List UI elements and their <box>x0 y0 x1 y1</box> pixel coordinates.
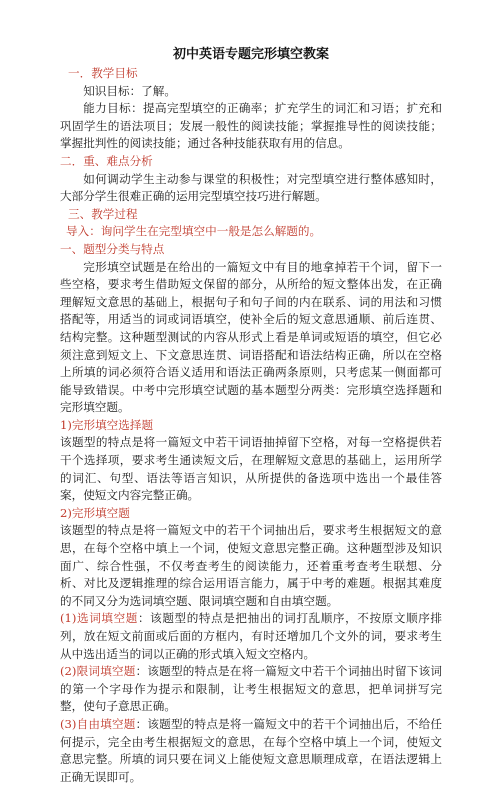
text-limited-fill: ：该题型的特点是在将一篇短文中若干个词抽出时留下该词的第一个字母作为提示和限制，让考生根据短文的意思，把单词拼写完整，使句子意思正确。 <box>60 664 442 714</box>
heading-teaching-goals: 一．教学目标 <box>68 66 138 80</box>
heading-cloze-fill: 2)完形填空题 <box>60 505 130 520</box>
paragraph-free-fill <box>60 716 442 786</box>
paragraph-question-types: 完形填空试题是在给出的一篇短文中有目的地拿掉若干个词，留下一些空格，要求考生借助短文保留的部分，从所给的短文整体出发，在正确理解短文意思的基础上，根据句子和句子间的内在联系、词的用法和习惯搭配等，用适当的词或词语填空，使补全后的短文意思通顺、前后连贯、结构完整。这种题型测试的内容从形式上看是单词或短语的填空，但它必须注意到短文上、下文意思连贯、词语搭配和语法结构正确，所以在空格上所填的词必须符合语义适用和语法正确两条原则，只考虑某一侧面都可能导致错误。中考中完形填空试题的基本题型分两类：完形填空选择题和完形填空题。 <box>60 259 442 415</box>
paragraph-ability-goal: 能力目标：提高完型填空的正确率；扩充学生的词汇和习语；扩充和巩固学生的语法项目；发展一般性的阅读技能；掌握推导性的阅读技能；掌握批判性的阅读技能；通过各种技能获取有用的信息。 <box>60 101 442 151</box>
label-limited-fill: (2)限词填空题 <box>60 664 136 679</box>
text-word-choice-fill: ：该题型的特点是把抽出的词打乱顺序，不按原文顺序排列，放在短文前面或后面的方框内，有时还增加几个文外的词，要求考生从中选出适当的词以正确的形式填入短文空格内。 <box>60 611 442 661</box>
heading-question-types: 一、题型分类与特点 <box>60 241 165 256</box>
heading-key-difficulties: 二．重、难点分析 <box>60 153 153 168</box>
heading-cloze-choice: 1)完形填空选择题 <box>60 417 154 432</box>
label-word-choice-fill: (1)选词填空题 <box>60 611 138 626</box>
paragraph-limited-fill <box>60 663 442 716</box>
paragraph-lead-in: 导入：询问学生在完型填空中一般是怎么解题的。 <box>66 224 322 239</box>
document-page <box>60 46 442 786</box>
paragraph-cloze-fill: 该题型的特点是将一篇短文中的若干个词抽出后，要求考生根据短文的意思，在每个空格中填上一个词，使短文意思完整正确。这种题型涉及知识面广、综合性强，不仅考查考生的阅读能力，还着重考查考生联想、分析、对比及逻辑推理的综合运用语言能力，属于中考的难题。根据其难度的不同又分为选词填空题、限词填空题和自由填空题。 <box>60 523 442 608</box>
paragraph-cloze-choice: 该题型的特点是将一篇短文中若干词语抽掉留下空格，对每一空格提供若干个选择项，要求考生通读短文后，在理解短文意思的基础上，运用所学的词汇、句型、语法等语言知识，从所提供的备选项中选出一个最佳答案，使短文内容完整正确。 <box>60 435 442 503</box>
text-free-fill: ：该题型的特点是将一篇短文中的若干个词抽出后，不给任何提示，完全由考生根据短文的意思，在每个空格中填上一个词，使短文意思完整。所填的词只要在词义上能使短文意思顺理成章，在语法逻辑上正确无误即可。 <box>60 716 442 784</box>
document-title: 初中英语专题完形填空教案 <box>172 47 329 62</box>
paragraph-word-choice-fill <box>60 610 442 663</box>
paragraph-knowledge-goal: 知识目标：了解。 <box>83 83 176 98</box>
paragraph-difficulties: 如何调动学生主动参与课堂的积极性；对完型填空进行整体感知时，大部分学生很难正确的运用完型填空技巧进行解题。 <box>60 171 442 204</box>
label-free-fill: (3)自由填空题 <box>60 716 136 731</box>
heading-teaching-process: 三、教学过程 <box>68 206 138 221</box>
